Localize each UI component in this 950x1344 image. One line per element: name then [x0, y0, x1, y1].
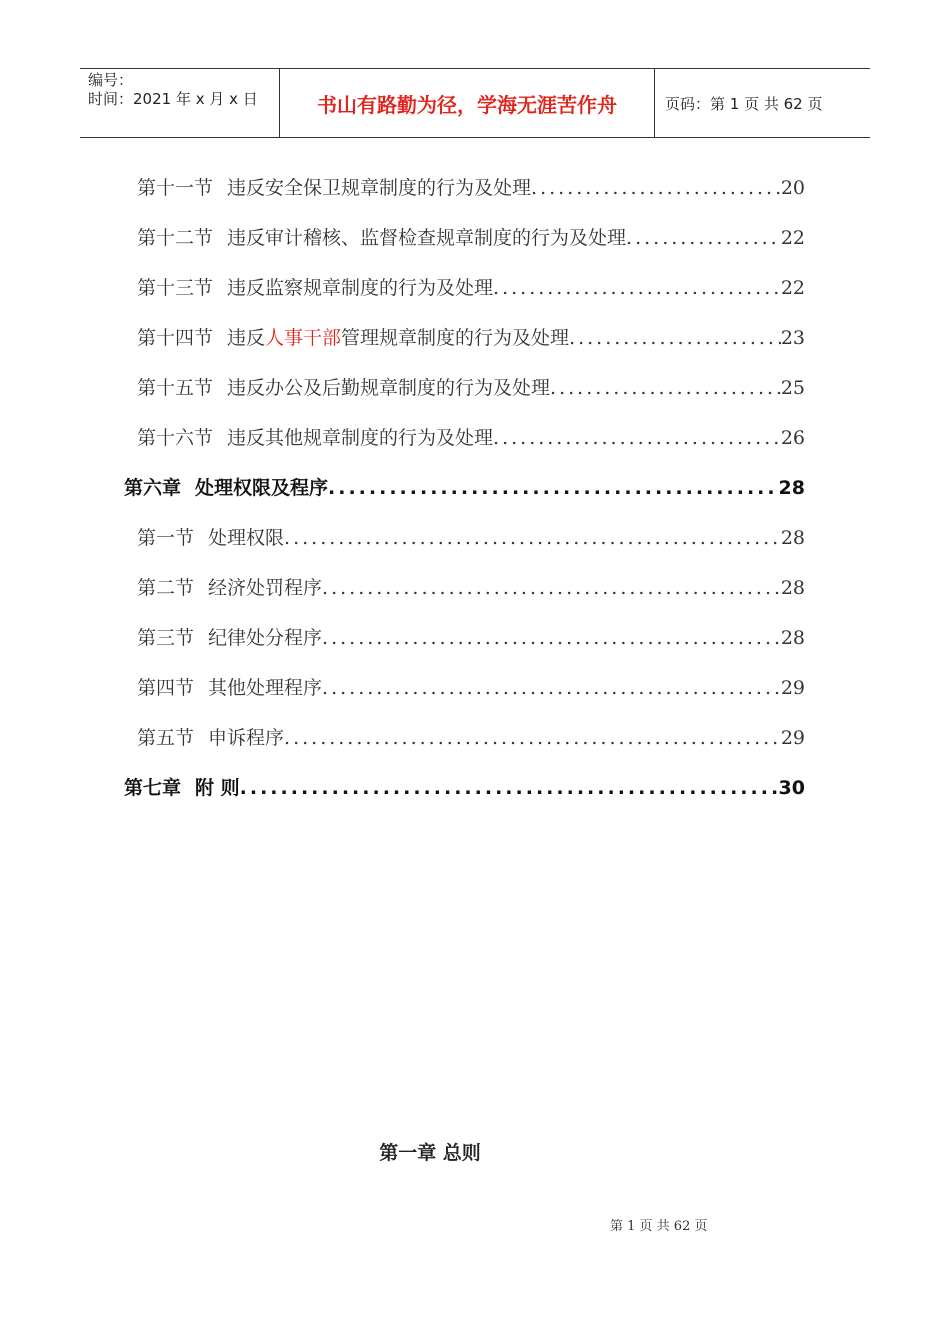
- toc-page: 29: [780, 727, 805, 749]
- toc-entry[interactable]: [137, 723, 805, 753]
- toc-entry[interactable]: [137, 623, 805, 653]
- toc-title: 违反办公及后勤规章制度的行为及处理: [227, 377, 551, 399]
- toc-page: 28: [780, 627, 805, 649]
- toc-chapter-entry[interactable]: [124, 473, 805, 503]
- toc-entry[interactable]: [137, 373, 805, 403]
- leader-dots: [550, 377, 781, 399]
- leader-dots: [531, 177, 781, 199]
- leader-dots: [493, 427, 781, 449]
- toc-page: 22: [780, 277, 805, 299]
- toc-chapter-entry[interactable]: [124, 773, 805, 803]
- toc-page: 25: [780, 377, 805, 399]
- toc-number: 第三节: [137, 627, 195, 649]
- toc-title-highlight: 人事干部: [265, 327, 342, 349]
- toc-title: 违反其他规章制度的行为及处理: [227, 427, 494, 449]
- toc-page: 29: [780, 677, 805, 699]
- toc-number: 第十二节: [137, 227, 214, 249]
- toc-number: 第十五节: [137, 377, 214, 399]
- leader-dots: [322, 627, 781, 649]
- doc-number: 编号：: [88, 71, 134, 89]
- toc-page: 30: [778, 777, 805, 799]
- toc-page: 26: [780, 427, 805, 449]
- toc-number: 第二节: [137, 577, 195, 599]
- leader-dots: [240, 777, 779, 799]
- toc-page: 28: [780, 577, 805, 599]
- toc-number: 第十一节: [137, 177, 214, 199]
- toc-entry[interactable]: [137, 223, 805, 253]
- toc-entry[interactable]: [137, 273, 805, 303]
- header-page-info: 页码：第 1 页 共 62 页: [665, 94, 823, 113]
- leader-dots: [284, 527, 781, 549]
- page-footer: 第 1 页 共 62 页: [610, 1219, 708, 1234]
- leader-dots: [284, 727, 781, 749]
- toc-page: 22: [780, 227, 805, 249]
- chapter-heading: 第一章 总则: [379, 1142, 481, 1164]
- toc-entry[interactable]: [137, 323, 805, 353]
- toc-title: 经济处罚程序: [208, 577, 323, 599]
- doc-date: 时间：2021 年 x 月 x 日: [88, 90, 258, 108]
- leader-dots: [328, 477, 779, 499]
- toc-page: 20: [780, 177, 805, 199]
- header-meta: [80, 69, 280, 137]
- toc-title: 处理权限: [208, 527, 285, 549]
- toc-number: 第六章: [124, 477, 182, 499]
- toc-entry[interactable]: [137, 523, 805, 553]
- toc-number: 第十四节: [137, 327, 214, 349]
- toc-page: 28: [780, 527, 805, 549]
- toc-title: 处理权限及程序: [195, 477, 329, 499]
- toc-title: 附 则: [195, 777, 240, 799]
- leader-dots: [322, 577, 781, 599]
- toc-title: 违反安全保卫规章制度的行为及处理: [227, 177, 532, 199]
- toc-title-rest: 管理规章制度的行为及处理: [341, 327, 570, 349]
- leader-dots: [626, 227, 781, 249]
- leader-dots: [322, 677, 781, 699]
- toc-page: 23: [780, 327, 805, 349]
- toc-title: 其他处理程序: [208, 677, 323, 699]
- toc-title: 违反审计稽核、监督检查规章制度的行为及处理: [227, 227, 627, 249]
- header-motto: 书山有路勤为径，学海无涯苦作舟: [280, 69, 655, 137]
- toc-title: 申诉程序: [208, 727, 285, 749]
- toc-number: 第十六节: [137, 427, 214, 449]
- page-header: [80, 68, 870, 138]
- toc-entry[interactable]: [137, 573, 805, 603]
- toc-title: 纪律处分程序: [208, 627, 323, 649]
- toc-title: 违反监察规章制度的行为及处理: [227, 277, 494, 299]
- toc-title: 违反: [227, 327, 266, 349]
- toc-number: 第四节: [137, 677, 195, 699]
- toc-number: 第一节: [137, 527, 195, 549]
- toc-entry[interactable]: [137, 173, 805, 203]
- leader-dots: [493, 277, 781, 299]
- leader-dots: [569, 327, 781, 349]
- toc-entry[interactable]: [137, 673, 805, 703]
- toc-number: 第五节: [137, 727, 195, 749]
- toc-number: 第十三节: [137, 277, 214, 299]
- toc-entry[interactable]: [137, 423, 805, 453]
- toc-page: 28: [778, 477, 805, 499]
- toc-number: 第七章: [124, 777, 182, 799]
